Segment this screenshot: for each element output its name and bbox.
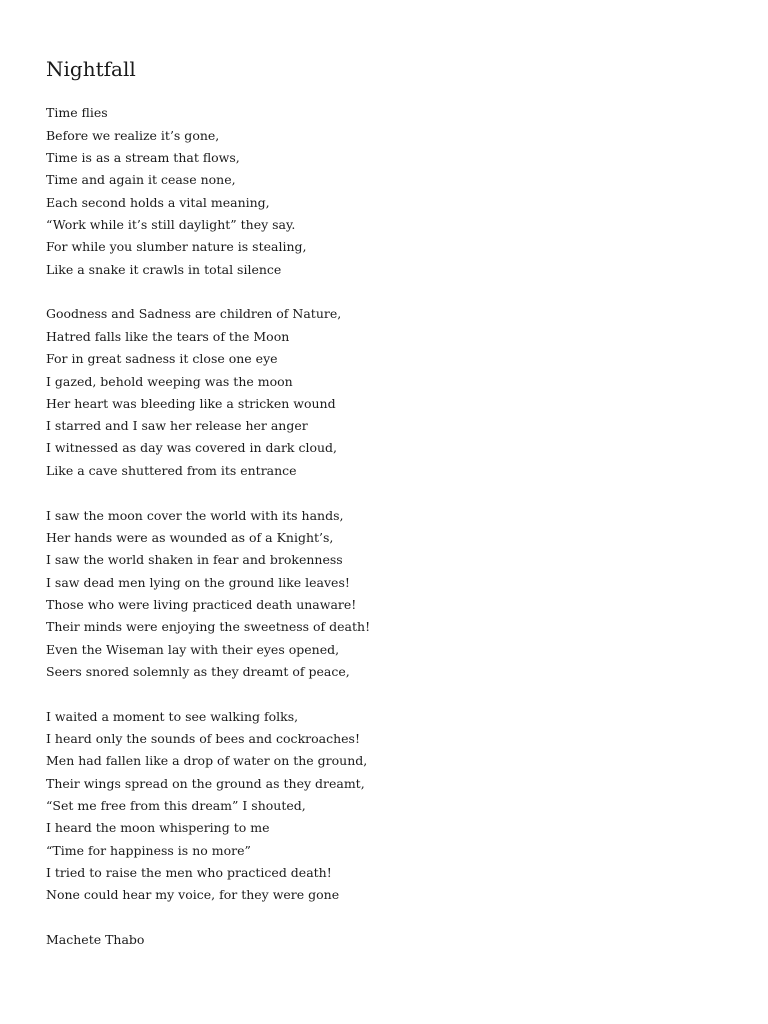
- stanza-2-line-7: I witnessed as day was covered in dark cloud,: [46, 440, 338, 455]
- stanza-1-line-1: Time flies: [46, 105, 108, 120]
- stanza-1-line-6: “Work while it’s still daylight” they say.: [46, 217, 296, 232]
- stanza-4-line-5: “Set me free from this dream” I shouted,: [46, 798, 306, 813]
- stanza-2-line-4: I gazed, behold weeping was the moon: [46, 374, 293, 389]
- stanza-2-line-3: For in great sadness it close one eye: [46, 351, 278, 366]
- stanza-1-line-7: For while you slumber nature is stealing,: [46, 239, 307, 254]
- stanza-3-line-3: I saw the world shaken in fear and brokenness: [46, 552, 343, 567]
- stanza-3-line-8: Seers snored solemnly as they dreamt of peace,: [46, 664, 350, 679]
- stanza-3-line-7: Even the Wiseman lay with their eyes opened,: [46, 642, 340, 657]
- stanza-4-line-7: “Time for happiness is no more”: [46, 843, 251, 858]
- stanza-3-line-2: Her hands were as wounded as of a Knight’s,: [46, 530, 334, 545]
- stanza-2-line-5: Her heart was bleeding like a stricken wound: [46, 396, 336, 411]
- stanza-3-line-6: Their minds were enjoying the sweetness of death!: [46, 619, 371, 634]
- stanza-1-line-8: Like a snake it crawls in total silence: [46, 262, 282, 277]
- stanza-4-line-1: I waited a moment to see walking folks,: [46, 709, 299, 724]
- stanza-3-line-4: I saw dead men lying on the ground like leaves!: [46, 575, 350, 590]
- stanza-3-line-1: I saw the moon cover the world with its hands,: [46, 508, 344, 523]
- stanza-4-line-8: I tried to raise the men who practiced death!: [46, 865, 332, 880]
- stanza-2-line-2: Hatred falls like the tears of the Moon: [46, 329, 290, 344]
- poem-title: Nightfall: [46, 57, 136, 81]
- stanza-4-line-2: I heard only the sounds of bees and cockroaches!: [46, 731, 360, 746]
- stanza-4-line-4: Their wings spread on the ground as they dreamt,: [46, 776, 365, 791]
- stanza-1-line-4: Time and again it cease none,: [46, 172, 236, 187]
- stanza-2-line-8: Like a cave shuttered from its entrance: [46, 463, 297, 478]
- stanza-1-line-2: Before we realize it’s gone,: [46, 128, 220, 143]
- stanza-2-line-6: I starred and I saw her release her anger: [46, 418, 308, 433]
- stanza-4-line-6: I heard the moon whispering to me: [46, 820, 270, 835]
- stanza-4-line-3: Men had fallen like a drop of water on the ground,: [46, 753, 368, 768]
- stanza-4-line-9: None could hear my voice, for they were gone: [46, 887, 340, 902]
- stanza-2-line-1: Goodness and Sadness are children of Nature,: [46, 306, 342, 321]
- stanza-1-line-3: Time is as a stream that flows,: [46, 150, 240, 165]
- stanza-3-line-5: Those who were living practiced death unaware!: [46, 597, 357, 612]
- stanza-1-line-5: Each second holds a vital meaning,: [46, 195, 270, 210]
- author-name: Machete Thabo: [46, 932, 145, 947]
